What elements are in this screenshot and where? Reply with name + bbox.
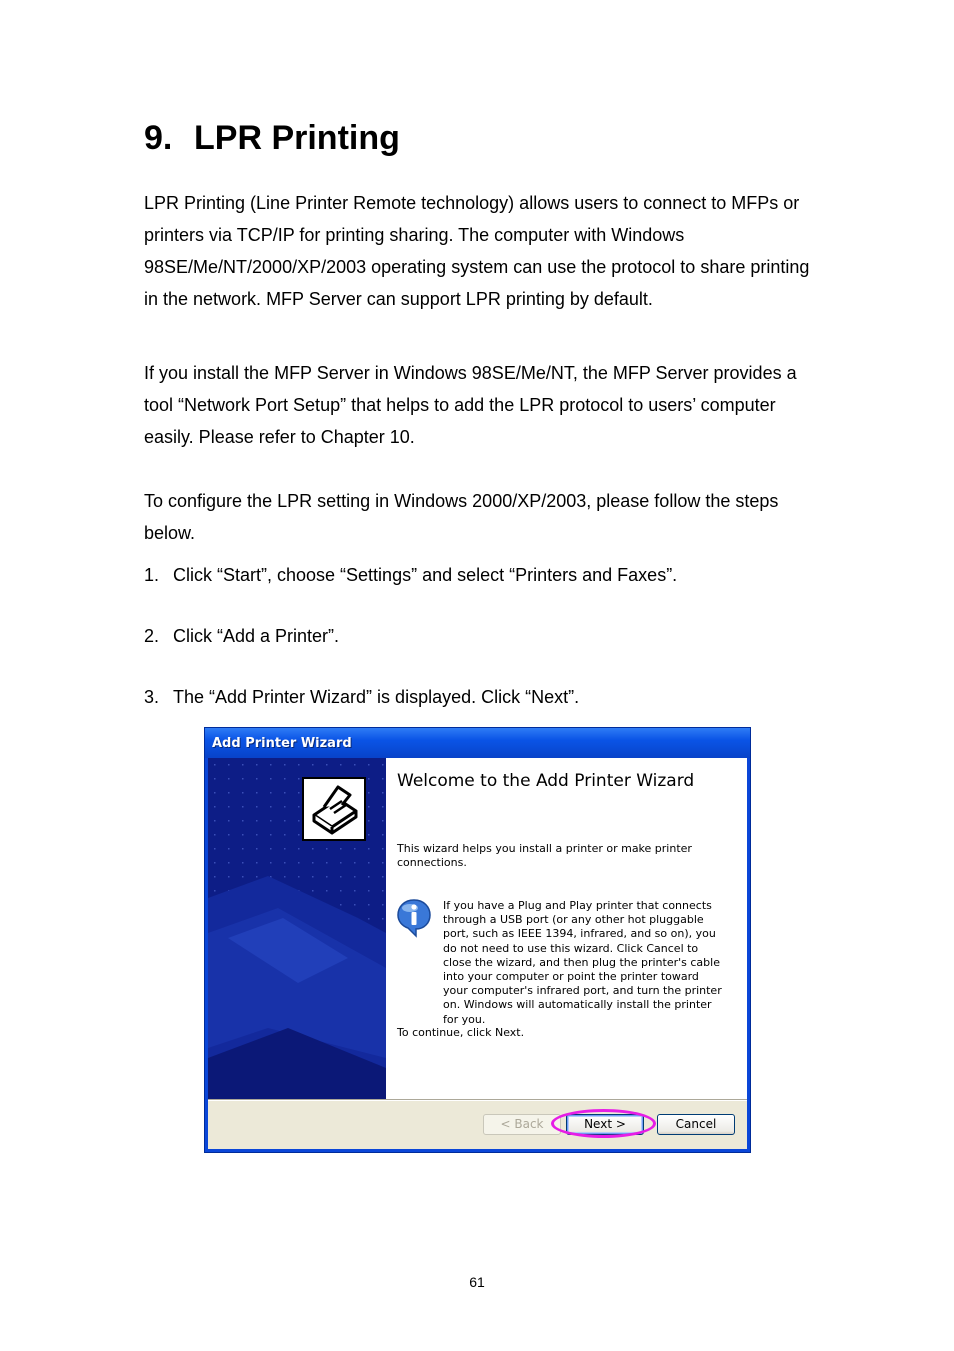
wizard-main-panel <box>386 758 747 1099</box>
step-text: Click “Add a Printer”. <box>173 626 340 646</box>
paragraph-network-port: If you install the MFP Server in Windows 98SE/Me/NT, the MFP Server provides a tool “Network Port Setup” that helps to add the LPR protocol to users’ computer easily. Please refer to Chapter 10. <box>144 363 797 447</box>
step-number: 1. <box>144 565 160 585</box>
step-number: 2. <box>144 626 160 646</box>
section-number: 9. <box>144 119 173 157</box>
window-title[interactable]: Add Printer Wizard <box>205 728 750 758</box>
step-item <box>144 685 844 709</box>
paragraph-configure: To configure the LPR setting in Windows 2000/XP/2003, please follow the steps below. <box>144 491 779 543</box>
step-text: The “Add Printer Wizard” is displayed. Click “Next”. <box>173 687 580 707</box>
button-separator <box>208 1099 747 1101</box>
step-item <box>144 624 844 648</box>
wizard-side-panel <box>208 758 386 1099</box>
wizard-intro-text: This wizard helps you install a printer or make printer connections. <box>397 842 692 869</box>
step-text: Click “Start”, choose “Settings” and select “Printers and Faxes”. <box>173 565 678 585</box>
wizard-client-area <box>208 758 747 1149</box>
section-title: LPR Printing <box>194 119 400 157</box>
wizard-continue-text: To continue, click Next. <box>397 1026 525 1039</box>
step-item <box>144 563 844 587</box>
paragraph-intro: LPR Printing (Line Printer Remote technology) allows users to connect to MFPs or printers via TCP/IP for printing sharing. The computer with Windows 98SE/Me/NT/2000/XP/2003 operating system can use the protocol to share printing in the network. MFP Server can support LPR printing by default. <box>144 193 810 309</box>
printer-icon <box>302 777 366 841</box>
add-printer-wizard-window <box>204 727 751 1153</box>
cancel-button[interactable]: Cancel <box>657 1114 735 1135</box>
next-button[interactable]: Next > <box>566 1114 644 1135</box>
wizard-heading: Welcome to the Add Printer Wizard <box>397 771 695 791</box>
back-button[interactable]: < Back <box>483 1114 561 1135</box>
page-number: 61 <box>469 1274 485 1290</box>
wizard-info-text: If you have a Plug and Play printer that connects through a USB port (or any other hot pluggable port, such as IEEE 1394, infrared, and so on), you do not need to use this wizard. Click Cancel to close the wizard, and then plug the printer's cable into your computer or point the printer toward your computer's infrared port, and turn the printer on. Windows will automatically install the printer for you. <box>443 899 722 1026</box>
page-title <box>144 116 400 160</box>
info-icon <box>396 898 432 938</box>
step-number: 3. <box>144 687 160 707</box>
